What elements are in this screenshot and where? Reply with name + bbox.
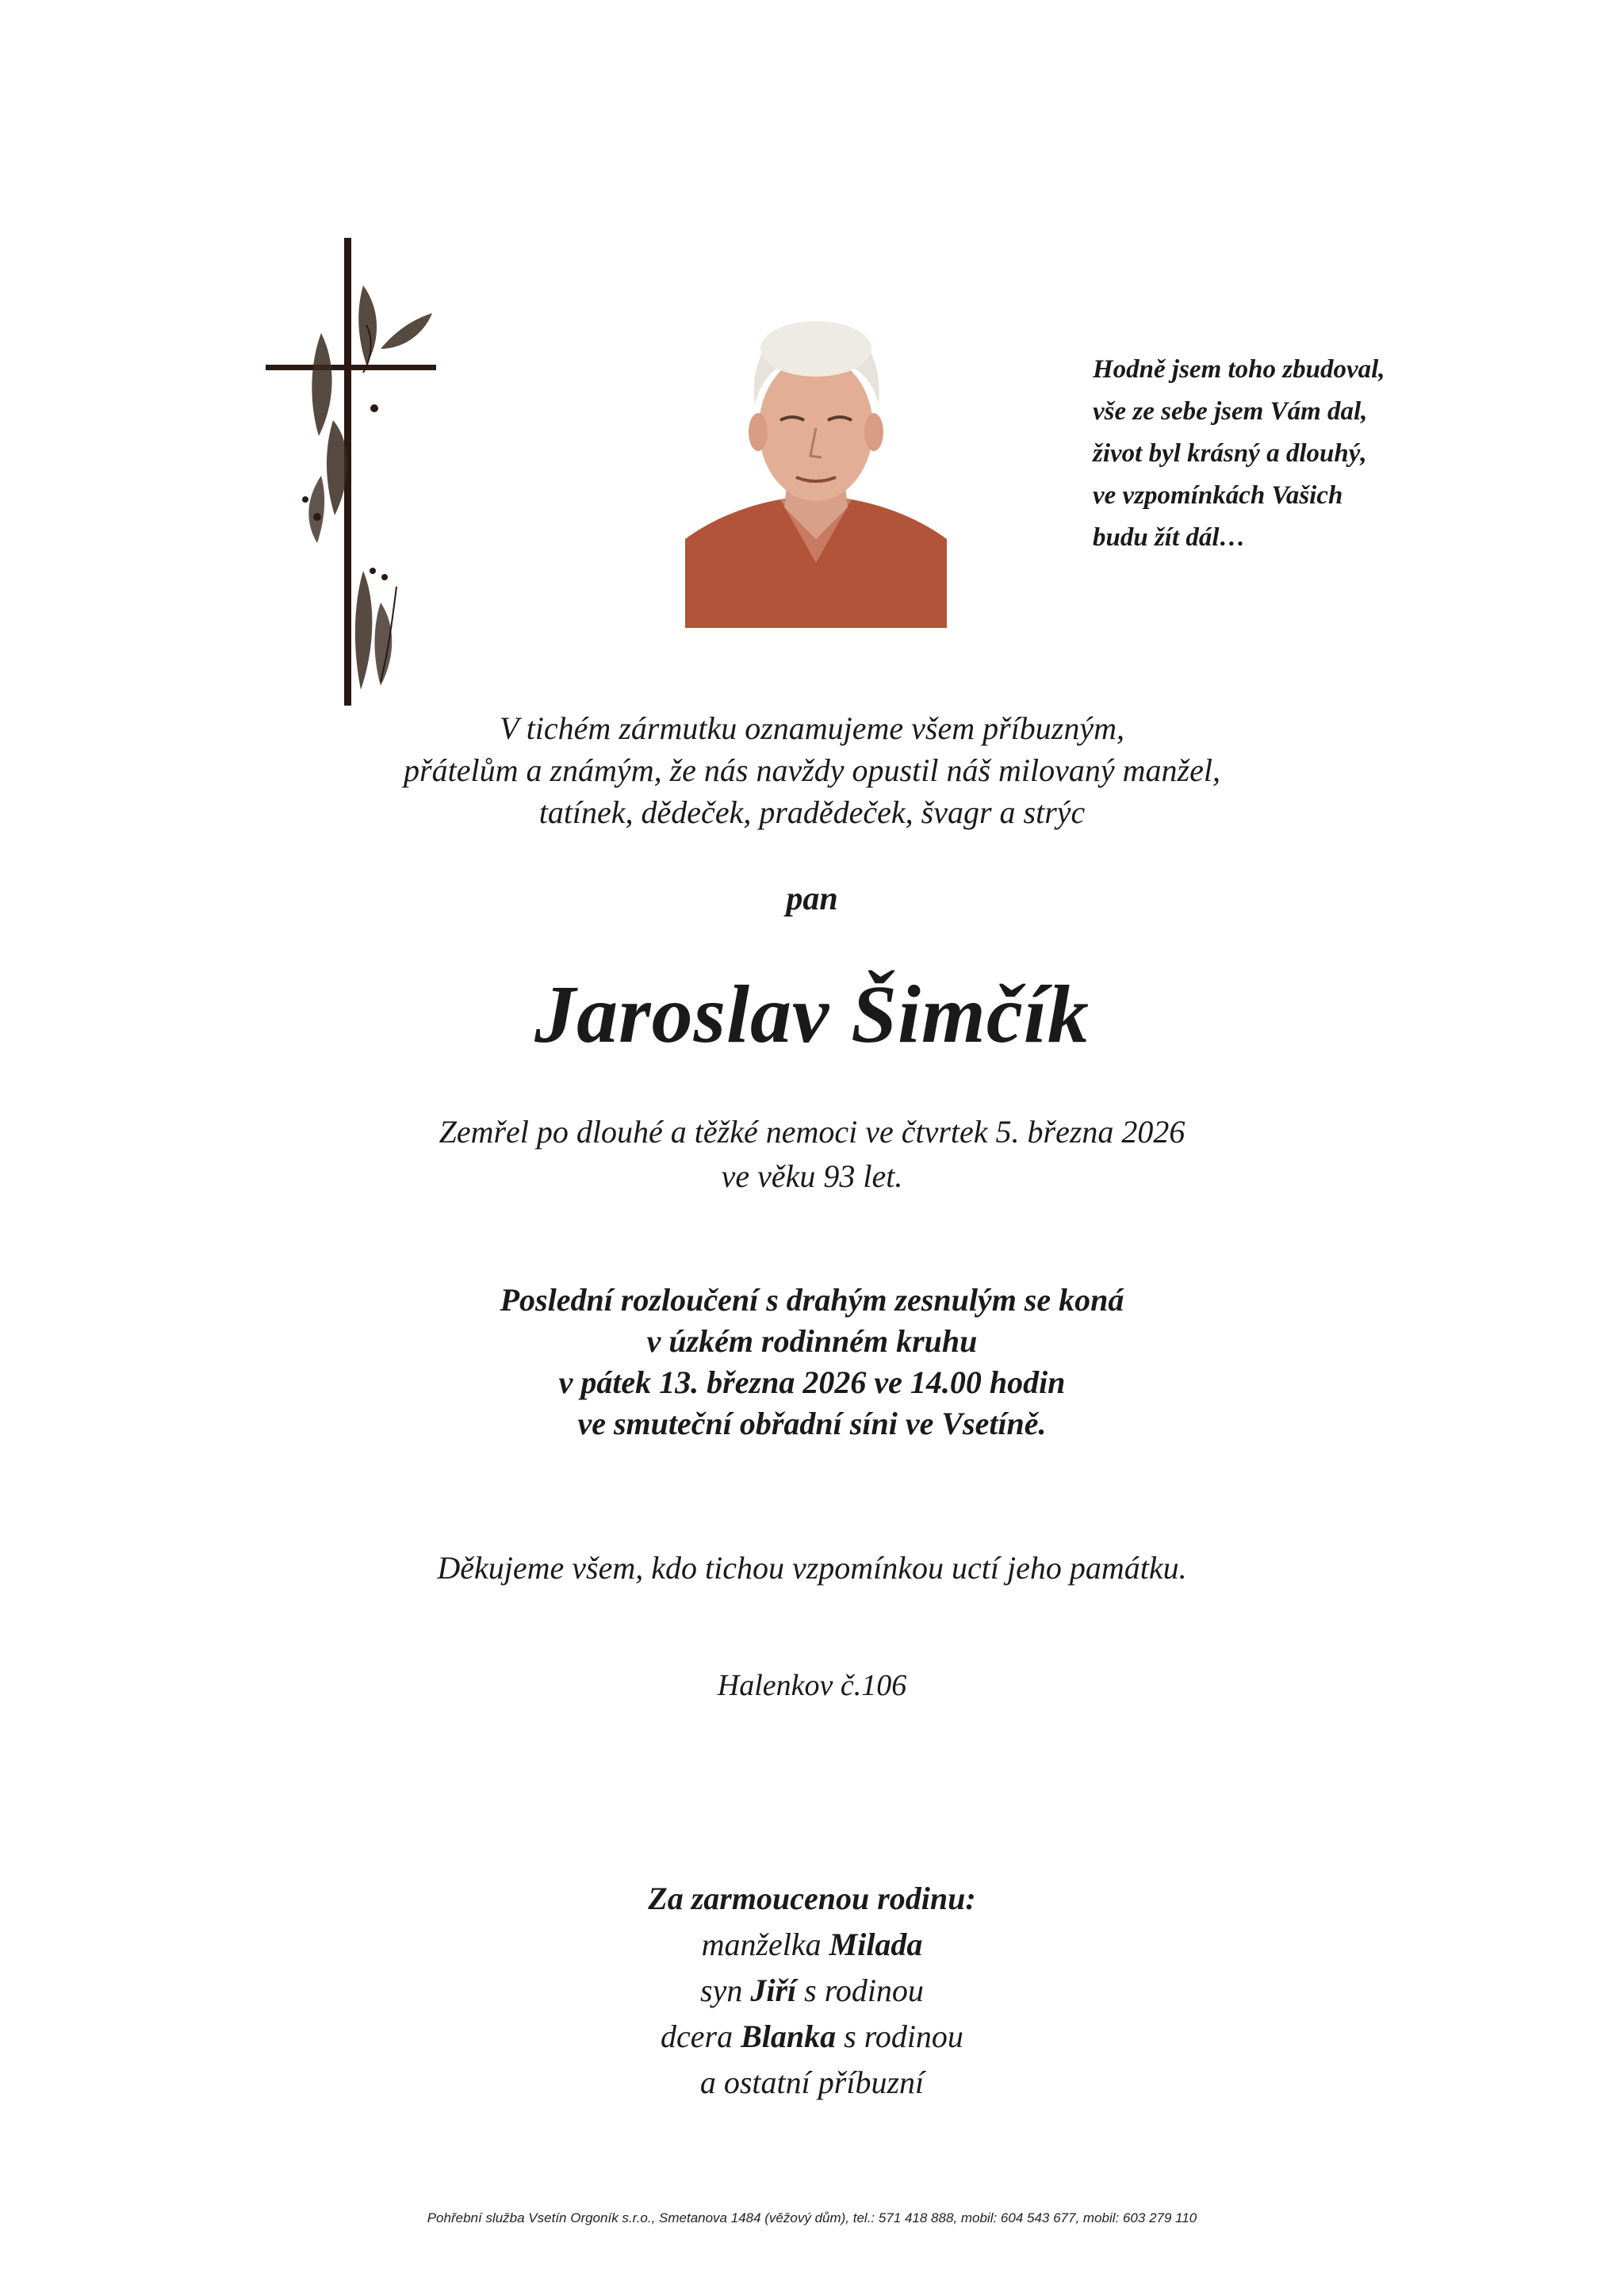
daughter-suffix: s rodinou [844, 2019, 963, 2054]
wife-prefix: manželka [701, 1927, 822, 1962]
death-notice-line: Zemřel po dlouhé a těžké nemoci ve čtvrtek 5. března 2026 [439, 1114, 1185, 1150]
poem-line: budu žít dál… [1093, 523, 1246, 552]
wife-name: Milada [829, 1927, 923, 1962]
address: Halenkov č.106 [717, 1669, 907, 1702]
daughter-prefix: dcera [661, 2019, 733, 2054]
death-notice-line: ve věku 93 let. [721, 1158, 903, 1194]
funeral-details [0, 1280, 1624, 1445]
announcement-line: tatínek, dědeček, pradědeček, švagr a strýc [538, 794, 1086, 830]
funeral-line: ve smuteční obřadní síni ve Vsetíně. [577, 1406, 1047, 1441]
death-notice [0, 1110, 1624, 1199]
poem-line: život byl krásný a dlouhý, [1093, 439, 1367, 468]
family-heading: Za zarmoucenou rodinu: [648, 1881, 976, 1916]
announcement-line: přátelům a známým, že nás navždy opustil náš milovaný manžel, [404, 752, 1220, 788]
funeral-line: v pátek 13. března 2026 ve 14.00 hodin [558, 1364, 1066, 1400]
son-name: Jiří [750, 1973, 797, 2008]
poem-line: Hodně jsem toho zbudoval, [1093, 355, 1385, 384]
funeral-line: Poslední rozloučení s drahým zesnulým se koná [500, 1282, 1124, 1318]
portrait-photo [685, 301, 947, 628]
poem [1093, 349, 1505, 559]
family-line-son [0, 1968, 1624, 2014]
funeral-line: v úzkém rodinném kruhu [646, 1323, 978, 1359]
family-line-daughter [0, 2014, 1624, 2060]
poem-line: vše ze sebe jsem Vám dal, [1093, 397, 1368, 426]
daughter-name: Blanka [741, 2019, 837, 2054]
son-prefix: syn [700, 1973, 743, 2008]
family-line-wife [0, 1922, 1624, 1968]
funeral-service-footer: Pohřební služba Vsetín Orgoník s.r.o., Smetanova 1484 (věžový dům), tel.: 571 418 888, mobil: 604 543 677, mobil: 603 279 110 [427, 2210, 1197, 2225]
salutation: pan [786, 881, 838, 917]
deceased-name: Jaroslav Šimčík [534, 969, 1090, 1060]
announcement-line: V tichém zármutku oznamujeme všem příbuzným, [499, 710, 1125, 746]
cross-icon [262, 238, 444, 714]
announcement [0, 707, 1624, 833]
family-line-others: a ostatní příbuzní [699, 2064, 925, 2100]
poem-line: ve vzpomínkách Vašich [1093, 481, 1343, 510]
family-signature [0, 1876, 1624, 2106]
son-suffix: s rodinou [804, 1973, 924, 2008]
thanks-note: Děkujeme všem, kdo tichou vzpomínkou uctí jeho památku. [437, 1550, 1187, 1586]
